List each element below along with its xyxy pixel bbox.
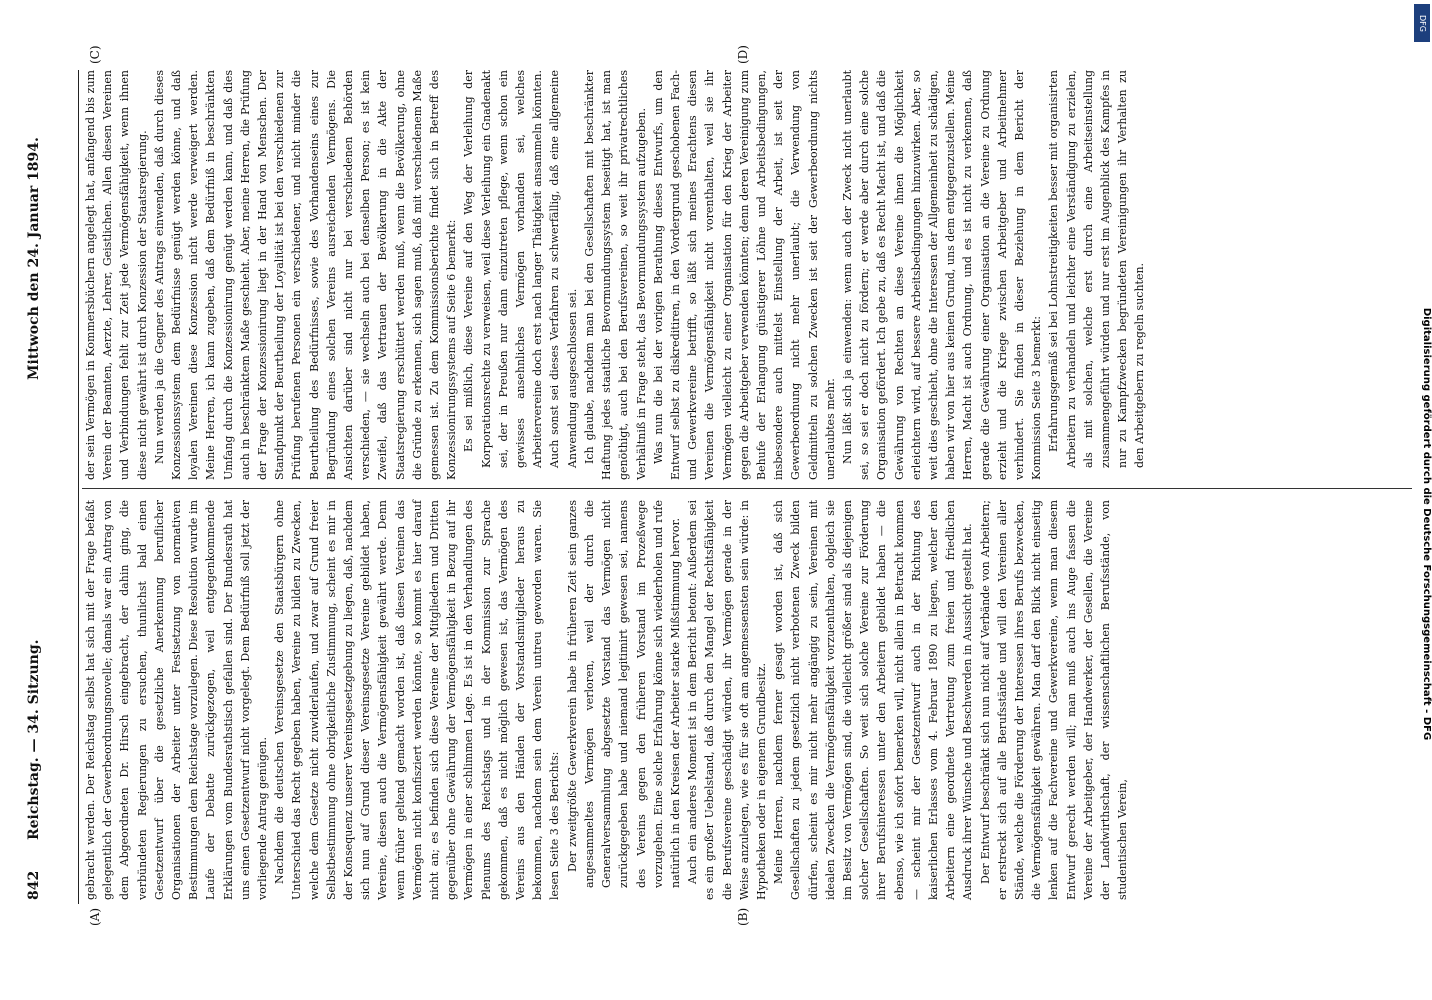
dfg-badge-text: DFG xyxy=(1417,14,1427,32)
session-date: Mittwoch den 24. Januar 1894. xyxy=(26,137,42,380)
dfg-logo-badge xyxy=(1414,4,1430,42)
dfg-credit-text: Digitalisierung gefördert durch die Deutsche Forschungsgemeinschaft - DFG xyxy=(1421,307,1432,741)
paragraph: Was nun die bei der vorigen Berathung dieses Entwurfs, um den Entwurf selbst zu diskreditiren, in den Vordergrund geschobenen Fach- und Gewerkvereine betrifft, so läßt sich meines Erachtens diesen Vereinen die Vermögensfähigkeit nicht vorenthalten, weil sie ihr Vermögen vielleicht zu einer Organisation für den Krieg der Arbeiter gegen die Arbeitgeber verwenden könnten; denn deren Vereinigung zum Behufe der Erlangung günstigerer Löhne und Arbeitsbedingungen, insbesondere auch mittelst Einstellung der Arbeit, ist seit der Gewerbeordnung nicht mehr unerlaubt; die Verwendung von Geldmitteln zu solchen Zwecken ist seit der Gewerbeordnung nichts unerlaubtes mehr. xyxy=(651,70,837,480)
margin-letter-d: (D) xyxy=(736,45,750,64)
paragraph: Der Entwurf beschränkt sich nun nicht auf Verbände von Arbeitern; er erstreckt sich auf alle Berufsstände und will den Vereinen aller Stände, welche die Förderung der Interessen ihres Berufs bezwecken, die Vermögensfähigkeit gewähren. Man darf den Blick nicht einseitig lenken auf die Fachvereine und Gewerkvereine, wenn man diesem Entwurf gerecht werden will; man muß auch ins Auge fassen die Vereine der Arbeitgeber, der Handwerker, der Gesellen, die Vereine der Landwirthschaft, der wissenschaftlichen Berufsstände, von studentischen Verein, xyxy=(978,500,1130,900)
paragraph: Nun werden ja die Gegner des Antrags einwenden, daß durch dieses Konzessionssystem dem Bedürfnisse genügt werden könne, und daß loyalen Vereinen diese Konzession nicht werde verweigert werden. Meine Herren, ich kann zugeben, daß dem Bedürfniß in beschränkten Umfang durch die Konzessionirung genügt werden kann, und daß dies auch in beschränktem Maße geschieht. Aber, meine Herren, die Prüfung der Frage der Konzessionirung liegt in der Hand von Menschen. Der Standpunkt der Beurtheilung der Loyalität ist bei den verschiedenen zur Prüfung berufenen Personen ein verschiedener, und nicht minder die Beurtheilung des Bedürfnisses, sowie des Vorhandenseins eines zur Begründung eines solchen Vereins ausreichenden Vermögens. Die Ansichten darüber sind nicht nur bei verschiedenen Behörden verschieden, — sie wechseln auch bei denselben Person; es ist kein Zweifel, daß das Vertrauen der Bevölkerung in die Akte der Staatsregierung erschüttert werden muß, wenn die Bevölkerung, ohne die Gründe zu erkennen, sich sagen muß, daß mit verschiedenem Maße gemessen ist. Zu dem Kommissionsberichte findet sich in Betreff des Konzessionirungssystems auf Seite 6 bemerkt: xyxy=(152,70,459,480)
paragraph: Ich glaube, nachdem man bei den Gesellschaften mit beschränkter Haftung jedes staatliche Bevormundungssystem beseitigt hat, ist man genöthigt, auch bei den Berufsvereinen, so weit ihr privatrechtliches Verhältniß in Frage steht, das Bevormundungssystem aufzugeben. xyxy=(582,70,648,480)
paragraph: gebracht werden. Der Reichstag selbst hat sich mit der Frage befaßt gelegentlich der Gewerbeordnungsnovelle; damals war ein Antrag von dem Abgeordneten Dr. Hirsch eingebracht, der dahin ging, die verbündeten Regierungen zu ersuchen, thunlichst bald einen Gesetzentwurf über die gesetzliche Anerkennung beruflicher Organisationen der Arbeiter unter Festsetzung von normativen Bestimmungen dem Reichstage vorzulegen. Diese Resolution wurde im Laufe der Debatte zurückgezogen, weil entgegenkommende Erklärungen vom Bundesrathstisch gefallen sind. Der Bundesrath hat uns einen Gesetzentwurf nicht vorgelegt. Dem Bedürfniß soll jetzt der vorliegende Antrag genügen. xyxy=(84,500,270,900)
quote-paragraph: Erfahrungsgemäß sei bei Lohnstreitigkeiten besser mit organisirten Arbeitern zu verhandeln und leichter eine Verständigung zu erzielen, als mit solchen, welche erst durch eine Arbeitseinstellung zusammengeführt würden und nur erst im Augenblick des Kampfes in nur zu Kampfzwecken begründeten Vereinigungen ihr Verhalten zu den Arbeitgebern zu regeln suchten. xyxy=(1047,70,1147,468)
paragraph: Auch ein anderes Moment ist in dem Bericht betont: Außerdem sei es ein großer Uebelstand, daß durch den Mangel der Rechtsfähigkeit die Berufsvereine geschädigt würden, ihr Vermögen gerade in der Weise anzulegen, wie es für sie oft am angemessensten sein würde: in Hypotheken oder in eigenem Grundbesitz. xyxy=(686,500,768,900)
page-number: 842 xyxy=(26,870,42,900)
paragraph: Nachdem die deutschen Vereinsgesetze den Staatsbürgern ohne Unterschied das Recht gegeben haben, Vereine zu bilden zu Zwecken, welche dem Gesetze nicht zuwiderlaufen, und zwar auf Grund freier Selbstbestimmung ohne obrigkeitliche Zustimmung, scheint es mir in der Konsequenz unserer Vereinsgesetzgebung zu liegen, daß, nachdem sich nun auf Grund dieser Vereinsgesetze Vereine gebildet haben, Vereine, diesen auch die Vermögensfähigkeit gewährt werde. Denn wenn früher geltend gemacht worden ist, daß diesen Vereinen das Vermögen nicht konfisziert werden könnte, so kommt es hier darauf nicht an; es befinden sich diese Vereine der Mitgliedern und Dritten gegenüber ohne Gewährung der Vermögensfähigkeit in Bezug auf ihr Vermögen in einer schlimmen Lage. Es ist in den Verhandlungen des Plenums des Reichstags und in der Kommission zur Sprache gekommen, daß es nicht möglich gewesen ist, das Vermögen des Vereins aus den Händen der Vorstandsmitglieder heraus zu bekommen, nachdem sein dem Verein untreu geworden waren. Sie lesen Seite 3 des Berichts: xyxy=(273,500,562,900)
paragraph: der sein Vermögen in Kommersbüchern angelegt hat, anfangend bis zum Verein der Beamten, Aerzte, Lehrer, Geistlichen. Allen diesen Vereinen und Verbindungen fehlt zur Zeit jede Vermögensfähigkeit, wenn ihnen diese nicht gewährt ist durch Konzession der Staatsregierung. xyxy=(84,70,149,480)
header-rule xyxy=(78,70,79,904)
paragraph: Meine Herren, nachdem ferner gesagt worden ist, daß sich Gesellschaften zu jedem gesetzlich nicht verbotenen Zweck bilden dürfen, scheint es mir nicht mehr angängig zu sein, Vereinen mit idealen Zwecken die Vermögensfähigkeit vorzuenthalten, obgleich sie im Besitz von Vermögen sind, die vielleicht größer sind als diejenigen solcher Gesellschaften. So weit sich solche Vereine zur Förderung ihrer Berufsinteressen unter den Arbeitern gebildet haben — die ebenso, wie ich sofort bemerken will, nicht allein in Betracht kommen — scheint mir der Gesetzentwurf auch in der Richtung des kaiserlichen Erlasses vom 4. Februar 1890 zu liegen, welcher den Arbeitern eine geordnete Vertretung zum freien und friedlichen Ausdruck ihrer Wünsche und Beschwerden in Aussicht gestellt hat. xyxy=(772,500,975,900)
margin-letter-c: (C) xyxy=(88,45,102,64)
page-header xyxy=(0,80,42,900)
right-column xyxy=(82,70,1149,480)
quote-paragraph: Der zweitgrößte Gewerkverein habe in früheren Zeit sein ganzes angesammeltes Vermögen verloren, weil der durch die Generalversammlung abgesetzte Vorstand das Vermögen nicht zurückgegeben habe und niemand legitimirt gewesen sei, namens des Vereins gegen den früheren Vorstand im Prozeßwege vorzugehen. Eine solche Erfahrung könne sich wiederholen und rufe natürlich in den Kreisen der Arbeiter starke Mißstimmung hervor. xyxy=(565,500,682,888)
session-title: Reichstag. — 34. Sitzung. xyxy=(26,639,42,840)
margin-letter-a: (A) xyxy=(88,907,102,926)
quote-paragraph: Es sei mißlich, diese Vereine auf den Weg der Verleihung der Korporationsrechte zu verweisen, weil diese Verleihung ein Gnadenakt sei, der in Preußen nur dann einzutreten pflege, wenn schon ein gewisses ansehnliches Vermögen vorhanden sei, welches Arbeitervereine doch erst nach langer Thätigkeit ansammeln könnten. Auch sonst sei dieses Verfahren zu schwerfällig, daß eine allgemeine Anwendung ausgeschlossen sei. xyxy=(462,70,579,468)
left-column xyxy=(82,500,1131,900)
column-divider xyxy=(82,488,1422,489)
margin-letter-b: (B) xyxy=(736,907,750,926)
paragraph: Nun läßt sich ja einwenden: wenn auch der Zweck nicht unerlaubt sei, so sei er doch nicht zu fördern; er werde aber durch eine solche Organisation gefördert. Ich gebe zu, daß es Recht Macht ist, und daß die Gewährung von Rechten an diese Vereine ihnen die Möglichkeit erleichtern wird, auf bessere Arbeitsbedingungen hinzuwirken. Aber, so weit dies geschieht, ohne die Interessen der Allgemeinheit zu schädigen, haben wir von hier aus keinen Grund, uns dem entgegenzustellen. Meine Herren, Macht ist auch Ordnung, und es ist nicht zu verkennen, daß gerade die Gewährung einer Organisation an die Vereine zu Ordnung erzieht und die Kriege zwischen Arbeitgeber und Arbeitnehmer verhindert. Sie finden in dieser Beziehung in dem Bericht der Kommission Seite 3 bemerkt: xyxy=(840,70,1044,480)
